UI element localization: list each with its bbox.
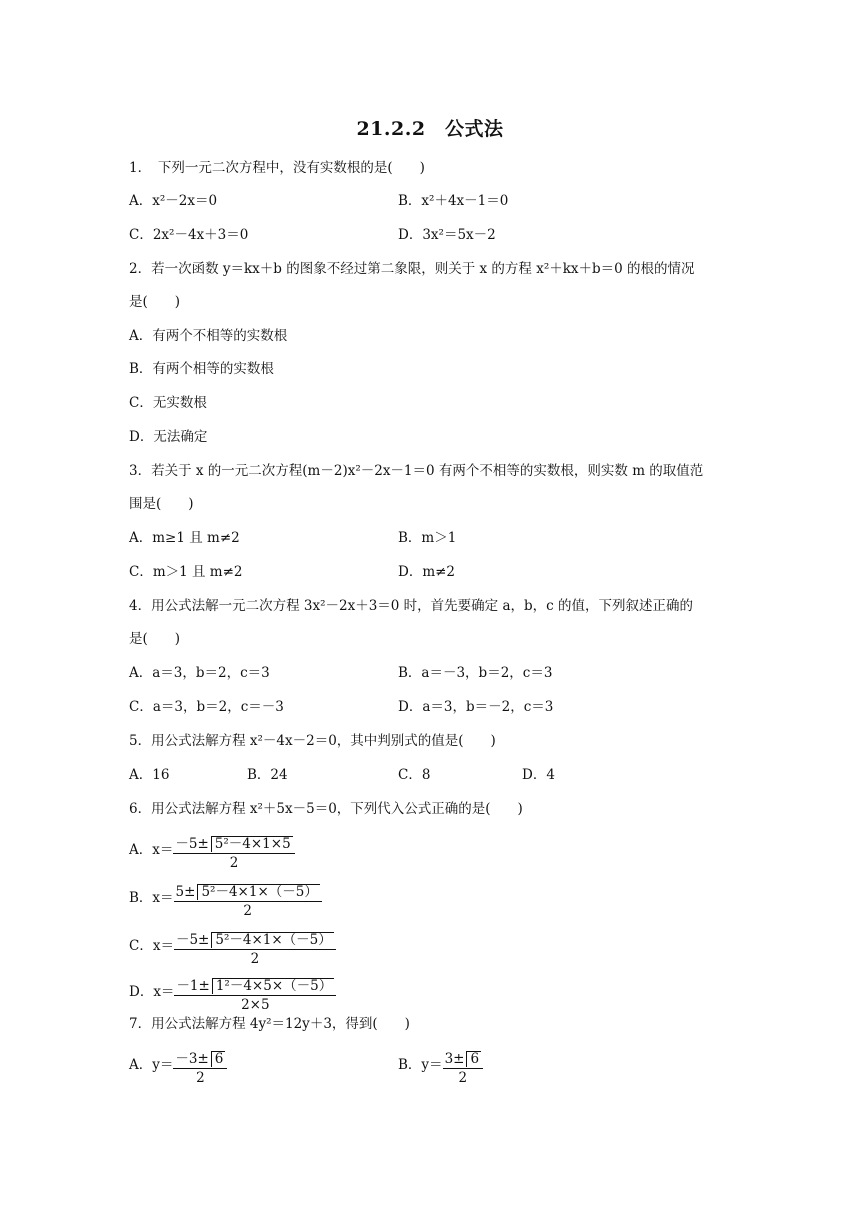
fraction [443,1050,484,1087]
fraction [174,977,336,1014]
numerator [443,1050,484,1069]
option-label: A．y＝ [129,1057,174,1073]
question-3-option-c: C．m＞1 且 m≠2 [129,564,243,580]
denominator: 2 [229,855,239,871]
fraction [173,835,294,872]
question-4-option-c: C．a＝3，b＝2，c＝－3 [129,699,284,715]
question-5-option-b: B．24 [247,767,288,783]
question-3-option-a: A．m≥1 且 m≠2 [129,530,240,546]
numerator [173,1050,227,1069]
denominator: 2 [243,903,252,919]
denominator: 2 [250,951,260,967]
question-4-option-a: A．a＝3，b＝2，c＝3 [129,665,270,681]
numerator [174,883,322,902]
question-3-option-d: D．m≠2 [398,564,456,580]
question-6-option-a [129,832,295,869]
question-6-stem: 6．用公式法解方程 x²＋5x－5＝0，下列代入公式正确的是( ) [129,801,523,817]
question-3-stem-line-2: 围是( ) [129,496,194,512]
numerator [174,931,336,950]
radical: 1²－4×5×（－5） [212,978,334,994]
question-7-option-a [129,1047,227,1084]
option-label: B．y＝ [398,1057,443,1073]
question-1-option-b: B．x²＋4x－1＝0 [398,193,509,209]
denominator: 2 [458,1070,468,1086]
question-2-option-d: D．无法确定 [129,429,208,445]
question-3-stem-line-1: 3．若关于 x 的一元二次方程(m－2)x²－2x－1＝0 有两个不相等的实数根，则实数 m 的取值范 [129,463,704,479]
numerator-prefix: －3± [175,1051,209,1067]
question-1-option-c: C．2x²－4x＋3＝0 [129,227,249,243]
question-2-option-a: A．有两个不相等的实数根 [129,328,288,344]
question-6-option-b [129,880,322,917]
denominator: 2 [196,1070,205,1086]
question-5-stem: 5．用公式法解方程 x²－4x－2＝0，其中判别式的值是( ) [129,733,496,749]
numerator-prefix: －1± [176,978,210,994]
question-1-stem: 1． 下列一元二次方程中，没有实数根的是( ) [129,160,425,176]
option-label: D．x＝ [129,984,175,1000]
option-label: A．x＝ [129,842,174,858]
question-1-option-d: D．3x²＝5x－2 [398,227,496,243]
radical: 6 [211,1051,226,1067]
question-6-option-c [129,928,336,965]
question-2-stem-line-2: 是( ) [129,294,181,310]
question-6-option-d [129,974,336,1011]
fraction [174,883,322,920]
question-3-option-b: B．m＞1 [398,530,457,546]
question-4-option-d: D．a＝3，b＝－2，c＝3 [398,699,554,715]
numerator [173,835,294,854]
radical: 5²－4×1×5 [211,836,293,852]
numerator-prefix: 5± [175,884,196,900]
question-2-stem-line-1: 2．若一次函数 y＝kx＋b 的图象不经过第二象限，则关于 x 的方程 x²＋kx＋b＝0 的根的情况 [129,261,695,277]
question-7-stem: 7．用公式法解方程 4y²＝12y＋3，得到( ) [129,1016,410,1032]
fraction [174,931,336,968]
denominator: 2×5 [241,997,270,1013]
question-2-option-b: B．有两个相等的实数根 [129,361,274,377]
radical: 6 [466,1051,481,1067]
option-label: C．x＝ [129,938,174,954]
question-5-option-a: A．16 [129,767,170,783]
numerator [174,977,336,996]
page-title: 21.2.2 公式法 [356,118,504,140]
question-5-option-d: D．4 [522,767,555,783]
numerator-prefix: －5± [175,836,209,852]
question-5-option-c: C．8 [398,767,431,783]
question-4-option-b: B．a＝－3，b＝2，c＝3 [398,665,553,681]
question-1-option-a: A．x²－2x＝0 [129,193,218,209]
numerator-prefix: 3± [444,1051,465,1067]
question-4-stem-line-1: 4．用公式法解一元二次方程 3x²－2x＋3＝0 时，首先要确定 a，b，c 的值，下列叙述正确的 [129,598,693,614]
fraction [173,1050,227,1087]
question-7-option-b [398,1047,483,1084]
radical: 5²－4×1×（－5） [197,884,319,900]
numerator-prefix: －5± [175,932,210,948]
question-4-stem-line-2: 是( ) [129,631,181,647]
question-2-option-c: C．无实数根 [129,395,207,411]
radical: 5²－4×1×（－5） [211,932,333,948]
option-label: B．x＝ [129,890,174,906]
